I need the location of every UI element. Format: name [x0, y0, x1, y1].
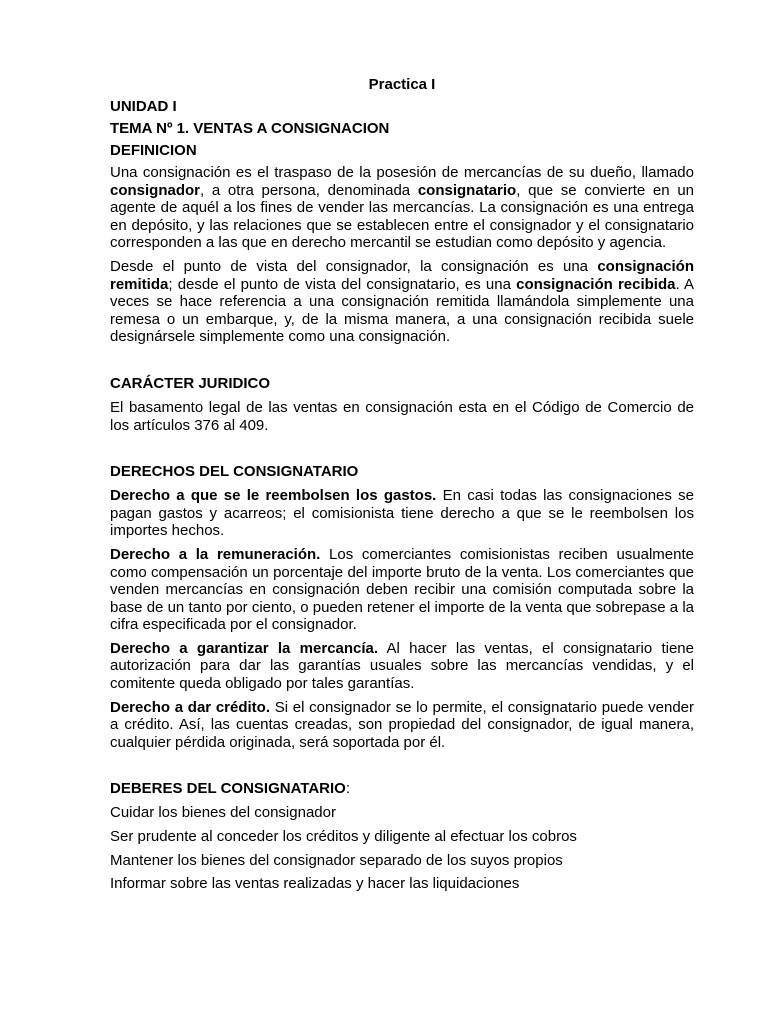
text-run: , que se convierte en un agente de aquél a los fines de vender las mercancías. La consignación es una entrega en depósito, y las relaciones que se establecen entre el consignador y el consignatario corresponden a las que en derecho mercantil se estudian como depósito y agencia. — [110, 181, 694, 252]
document-title: Practica I — [368, 76, 436, 93]
definition-paragraph-1 — [110, 164, 694, 252]
right-text: Los comerciantes comisionistas reciben usualmente como compensación un porcentaje del importe bruto de la venta. Los comerciantes que venden mercancías en consignación deben recibir una comisión computada sobre la base de un tanto por ciento, o pueden retener el importe de la venta que sobrepase a la cifra especificada por el consignador. — [110, 545, 694, 634]
right-lead: Derecho a garantizar la mercancía. — [110, 639, 379, 657]
duty-item: Informar sobre las ventas realizadas y hacer las liquidaciones — [110, 875, 520, 893]
term-consignatario: consignatario — [417, 181, 517, 199]
right-item-garantizar — [110, 640, 694, 693]
term-consignador: consignador — [110, 181, 201, 199]
right-lead: Derecho a la remuneración. — [110, 545, 321, 563]
right-text: En casi todas las consignaciones se pagan gastos y acarreos; el comisionista tiene derecho a que se le reembolsen los importes hechos. — [110, 487, 694, 540]
rights-heading: DERECHOS DEL CONSIGNATARIO — [110, 463, 359, 481]
text-run: Desde el punto de vista del consignador, la consignación es una — [110, 257, 598, 275]
text-run: Una consignación es el traspaso de la posesión de mercancías de su dueño, llamado — [110, 164, 694, 181]
legal-paragraph: El basamento legal de las ventas en consignación esta en el Código de Comercio de los artículos 376 al 409. — [110, 398, 694, 434]
duties-heading-text: DEBERES DEL CONSIGNATARIO — [110, 780, 346, 798]
theme-heading: TEMA Nº 1. VENTAS A CONSIGNACION — [110, 120, 390, 137]
right-text: Si el consignador se lo permite, el consignatario puede vender a crédito. Así, las cuentas creadas, son propiedad del consignador, de igual manera, cualquier pérdida originada, será soportada por él. — [110, 698, 694, 751]
duty-item: Mantener los bienes del consignador separado de los suyos propios — [110, 851, 563, 869]
duties-heading — [110, 780, 694, 797]
term-consignacion-remitida: consignación remitida — [110, 257, 694, 293]
right-lead: Derecho a que se le reembolsen los gastos. — [110, 487, 437, 505]
definition-heading: DEFINICION — [110, 142, 197, 159]
unit-heading: UNIDAD I — [110, 98, 177, 115]
term-consignacion-recibida: consignación recibida — [516, 275, 676, 293]
right-item-credito — [110, 699, 694, 752]
duties-heading-colon: : — [345, 780, 351, 798]
right-text: Al hacer las ventas, el consignatario tiene autorización para dar las garantías usuales sobre las mercancías vendidas, y el comitente queda obligado por tales garantías. — [110, 639, 694, 693]
text-run: . A veces se hace referencia a una consignación remitida llamándola simplemente una remesa o un embarque, y, de la misma manera, a una consignación recibida suele designársele simplemente como una consignación. — [110, 275, 694, 346]
right-item-gastos — [110, 487, 694, 540]
text-run: ; desde el punto de vista del consignatario, es una — [168, 275, 517, 293]
duty-item: Ser prudente al conceder los créditos y diligente al efectuar los cobros — [110, 828, 577, 846]
text-run: , a otra persona, denominada — [200, 181, 418, 199]
definition-paragraph-2 — [110, 258, 694, 346]
legal-heading: CARÁCTER JURIDICO — [110, 374, 271, 392]
duty-item: Cuidar los bienes del consignador — [110, 804, 336, 822]
right-lead: Derecho a dar crédito. — [110, 698, 271, 716]
right-item-remuneracion — [110, 546, 694, 634]
